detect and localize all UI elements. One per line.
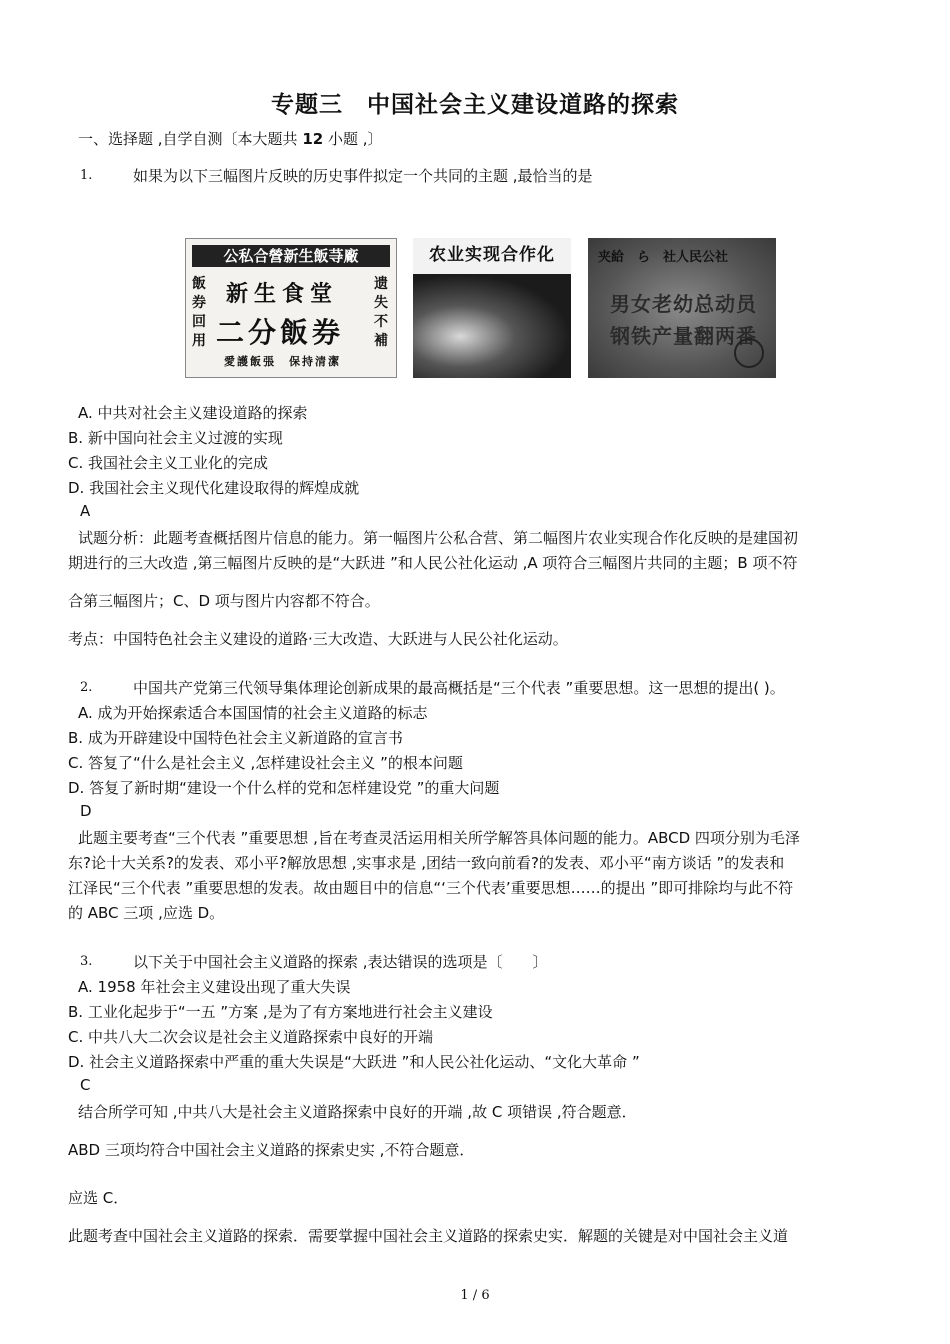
p3-top: 夹給 ら 社人民公社 [598, 250, 729, 265]
q1-option-a: A. 中共对社会主义建设道路的探索 [78, 404, 308, 422]
p1-header: 公私合營新生飯䒭廠 [192, 245, 390, 267]
q3-option-c: C. 中共八大二次会议是社会主义道路探索中良好的开端 [68, 1028, 434, 1046]
q1-option-c: C. 我国社会主义工业化的完成 [68, 454, 269, 472]
section-prefix: 一、选择题 ,自学自测〔本大题共 [78, 130, 303, 148]
p3-seal [734, 338, 764, 368]
q1-analysis-2: 期进行的三大改造 ,第三幅图片反映的是“大跃进 ”和人民公社化运动 ,A 项符合三幅图片共同的主题；B 项不符 [68, 554, 798, 572]
q2-analysis-4: 的 ABC 三项 ,应选 D。 [68, 904, 225, 922]
q2-analysis-3: 江泽民“三个代表 ”重要思想的发表。故由题目中的信息“‘三个代表’重要思想……的提出 ”即可排除均与此不符 [68, 879, 794, 897]
q1-picture-meal-ticket [185, 238, 397, 378]
q1-number: 1. [80, 168, 93, 183]
q1-option-b: B. 新中国向社会主义过渡的实现 [68, 429, 283, 447]
q1-analysis-3: 合第三幅图片；C、D 项与图片内容都不符合。 [68, 592, 380, 610]
q3-analysis-2: ABD 三项均符合中国社会主义道路的探索史实 ,不符合题意． [68, 1141, 475, 1159]
q1-answer: A [80, 502, 91, 520]
q2-option-c: C. 答复了“什么是社会主义 ,怎样建设社会主义 ”的根本问题 [68, 754, 463, 772]
p1-left-text: 飯券回用 [192, 276, 206, 349]
p3-line2: 钢铁产量翻两番 [610, 324, 757, 348]
page-title: 专题三 中国社会主义建设道路的探索 [271, 92, 679, 118]
section-heading [78, 128, 383, 149]
p1-line1: 新生食堂 [226, 281, 339, 307]
q1-knowledge-point: 考点：中国特色社会主义建设的道路·三大改造、大跃进与人民公社化运动。 [68, 630, 568, 648]
p2-photo [413, 274, 571, 378]
q2-analysis-1: 此题主要考查“三个代表 ”重要思想 ,旨在考查灵活运用相关所学解答具体问题的能力。ABCD 四项分别为毛泽 [78, 829, 800, 847]
q1-picture-cooperative [413, 238, 571, 378]
section-count: 12 [302, 130, 324, 148]
q1-picture-poster [588, 238, 776, 378]
q2-number: 2. [80, 680, 93, 695]
q3-analysis-3: 应选 C． [68, 1189, 129, 1207]
q3-option-d: D. 社会主义道路探索中严重的重大失误是“大跃进 ”和人民公社化运动、“文化大革命 ” [68, 1053, 640, 1071]
q3-answer: C [80, 1076, 91, 1094]
section-suffix: 小题 ,〕 [323, 130, 383, 148]
p1-right-text: 遗失不補 [374, 276, 388, 349]
q3-analysis-1: 结合所学可知 ,中共八大是社会主义道路探索中良好的开端 ,故 C 项错误 ,符合题意． [78, 1103, 637, 1121]
q3-option-b: B. 工业化起步于“一五 ”方案 ,是为了有方案地进行社会主义建设 [68, 1003, 493, 1021]
q1-stem: 如果为以下三幅图片反映的历史事件拟定一个共同的主题 ,最恰当的是 [133, 167, 593, 185]
q3-analysis-4: 此题考查中国社会主义道路的探索．需要掌握中国社会主义道路的探索史实．解题的关键是对中国社会主义道 [68, 1227, 789, 1245]
q2-answer: D [80, 802, 92, 820]
q2-option-a: A. 成为开始探索适合本国国情的社会主义道路的标志 [78, 704, 428, 722]
q3-number: 3. [80, 954, 93, 969]
p1-line2: 二分飯券 [216, 316, 345, 349]
q2-option-d: D. 答复了新时期“建设一个什么样的党和怎样建设党 ”的重大问题 [68, 779, 500, 797]
q2-option-b: B. 成为开辟建设中国特色社会主义新道路的宣言书 [68, 729, 403, 747]
page-number: 1 / 6 [460, 1288, 490, 1303]
p1-foot: 愛護飯張 保持清潔 [224, 355, 341, 368]
q1-analysis-1: 试题分析：此题考查概括图片信息的能力。第一幅图片公私合营、第二幅图片农业实现合作化反映的是建国初 [78, 529, 799, 547]
q2-analysis-2: 东?论十大关系?的发表、邓小平?解放思想 ,实事求是 ,团结一致向前看?的发表、邓小平“南方谈话 ”的发表和 [68, 854, 785, 872]
q1-option-d: D. 我国社会主义现代化建设取得的辉煌成就 [68, 479, 360, 497]
q3-option-a: A. 1958 年社会主义建设出现了重大失误 [78, 978, 351, 996]
p3-line1: 男女老幼总动员 [610, 292, 757, 316]
q2-stem: 中国共产党第三代领导集体理论创新成果的最高概括是“三个代表 ”重要思想。这一思想的提出( )。 [133, 679, 785, 697]
p2-header: 农业实现合作化 [429, 245, 555, 265]
q3-stem: 以下关于中国社会主义道路的探索 ,表达错误的选项是〔 〕 [133, 953, 548, 971]
